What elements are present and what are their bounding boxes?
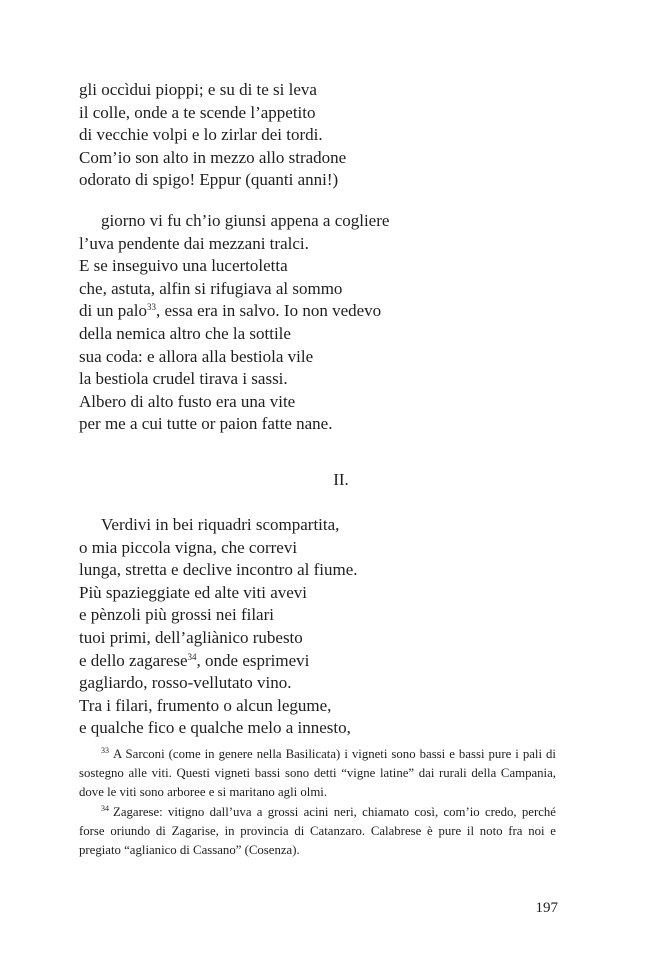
verse-text: , onde esprimevi	[196, 650, 310, 670]
footnote-text: Zagarese: vitigno dall’uva a grossi acini neri, chiamato così, com’io credo, perché forse oriundo di Zagarise, in provincia di Catanzaro. Calabrese è pure il noto fra noi e pregiato “aglianico di Cassano” (Cosenza).	[79, 804, 556, 858]
verse-line	[79, 300, 559, 323]
footnote-33	[79, 745, 556, 803]
verse-line: sua coda: e allora alla bestiola vile	[79, 346, 314, 366]
verse-line: di vecchie volpi e lo zirlar dei tordi.	[79, 125, 323, 145]
verse-line: Albero di alto fusto era una vite	[79, 391, 296, 411]
verse-line: o mia piccola vigna, che correvi	[79, 537, 298, 557]
verse-text: di un palo	[79, 301, 147, 321]
verse-line: l’uva pendente dai mezzani tralci.	[79, 233, 309, 253]
verse-line: Più spazieggiate ed alte viti avevi	[79, 582, 308, 602]
verse-line: gagliardo, rosso-vellutato vino.	[79, 673, 292, 693]
verse-line: odorato di spigo! Eppur (quanti anni!)	[79, 170, 339, 190]
verse-line: tuoi primi, dell’agliànico rubesto	[79, 627, 303, 647]
poem-stanza	[79, 79, 559, 192]
poem-stanza	[79, 514, 559, 740]
poem-stanza	[79, 210, 559, 436]
verse-line: gli occìdui pioppi; e su di te si leva	[79, 80, 317, 99]
footnote-number: 34	[101, 803, 109, 813]
verse-line: e qualche fico e qualche melo a innesto,	[79, 718, 351, 738]
verse-line: della nemica altro che la sottile	[79, 323, 291, 343]
footnote-text: A Sarconi (come in genere nella Basilicata) i vigneti sono bassi e bassi pure i pali di sostegno alle viti. Questi vigneti bassi sono detti “vigne latine” dai rurali della Campania, dove le viti sono arboree e si maritano agli olmi.	[79, 747, 556, 800]
footnote-ref-34[interactable]: 34	[187, 651, 197, 662]
footnote-34	[79, 803, 556, 861]
verse-line: Verdivi in bei riquadri scompartita,	[101, 515, 340, 534]
page-number: 197	[535, 900, 558, 916]
verse-line: Tra i filari, frumento o alcun legume,	[79, 695, 332, 715]
footnote-number: 33	[101, 746, 109, 755]
verse-line	[79, 650, 559, 673]
verse-line: e pènzoli più grossi nei filari	[79, 605, 274, 625]
section-heading: II.	[333, 470, 349, 489]
verse-text: e dello zagarese	[79, 650, 188, 670]
verse-line: lunga, stretta e declive incontro al fiume.	[79, 560, 358, 580]
verse-line: Com’io son alto in mezzo allo stradone	[79, 147, 347, 167]
verse-line: la bestiola crudel tirava i sassi.	[79, 369, 288, 389]
verse-line: giorno vi fu ch’io giunsi appena a cogliere	[101, 211, 390, 230]
verse-line: il colle, onde a te scende l’appetito	[79, 102, 316, 122]
footnote-ref-33[interactable]: 33	[147, 302, 156, 313]
verse-line: E se inseguivo una lucertoletta	[79, 256, 288, 276]
verse-line: per me a cui tutte or paion fatte nane.	[79, 414, 333, 434]
verse-line: che, astuta, alfin si rifugiava al sommo	[79, 278, 343, 298]
verse-text: , essa era in salvo. Io non vedevo	[156, 301, 382, 321]
footnotes	[79, 745, 556, 860]
